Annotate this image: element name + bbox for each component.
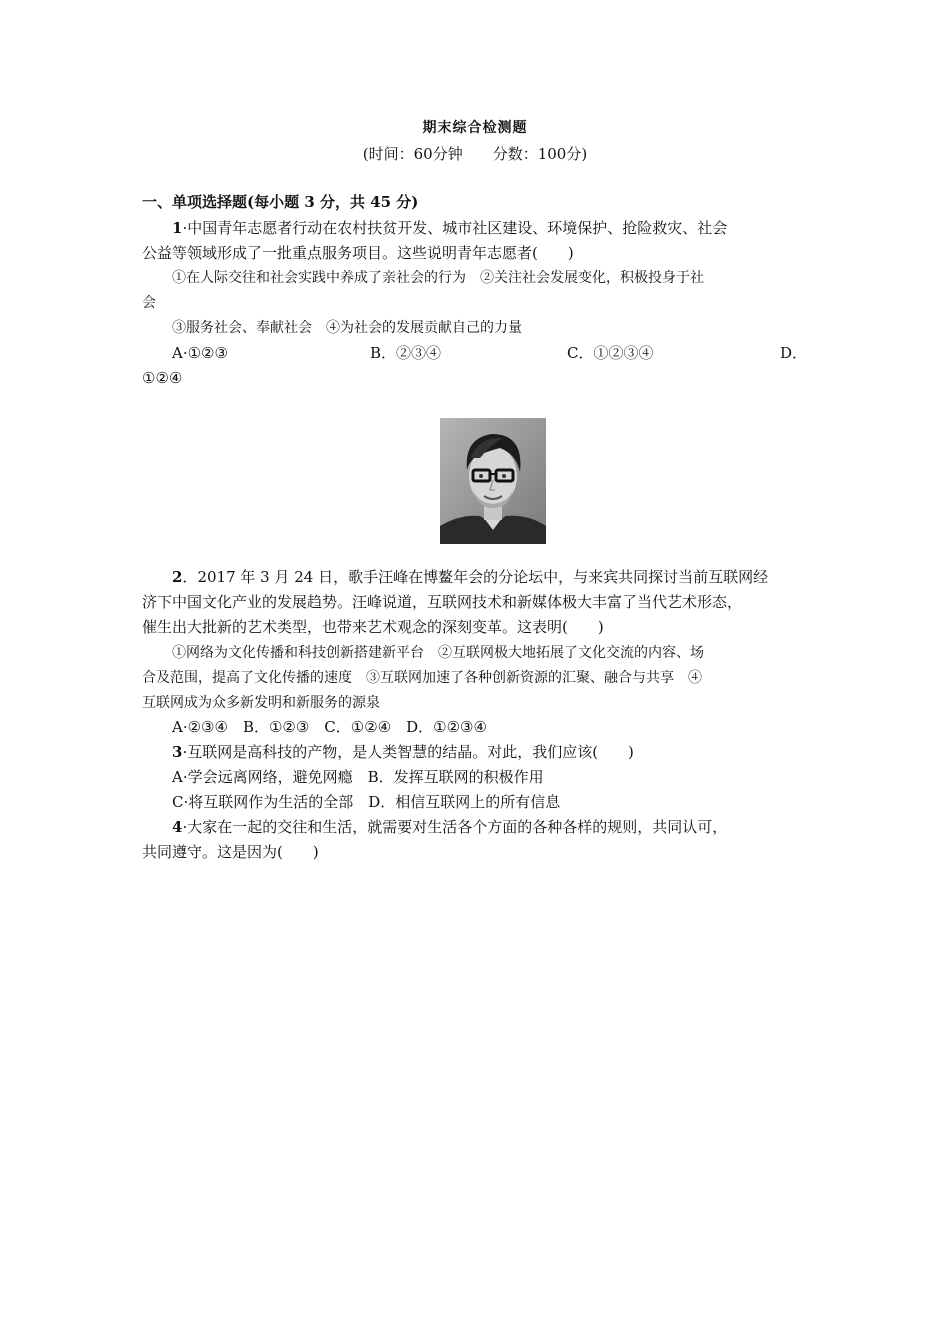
q1-item-line1: ①在人际交往和社会实践中养成了亲社会的行为 ②关注社会发展变化，积极投身于社 xyxy=(172,270,704,286)
q1-number: 1 xyxy=(172,219,183,237)
q2-stem-line1 xyxy=(172,567,768,587)
q2-item-line2: 合及范围，提高了文化传播的速度 ③互联网加速了各种创新资源的汇聚、融合与共享 ④ xyxy=(142,670,702,686)
portrait-photo xyxy=(440,418,546,544)
q2-number: 2 xyxy=(172,568,183,586)
q1-stem-line1 xyxy=(172,218,727,238)
q4-number: 4 xyxy=(172,818,183,836)
q1-stem-text: ·中国青年志愿者行动在农村扶贫开发、城市社区建设、环境保护、抢险救灾、社会 xyxy=(182,219,728,237)
q1-option-c: C．①②③④ xyxy=(567,344,654,362)
q3-number: 3 xyxy=(172,743,183,761)
q4-stem-line2: 共同遵守。这是因为( ) xyxy=(142,843,319,861)
q1-stem-line2: 公益等领域形成了一批重点服务项目。这些说明青年志愿者( ) xyxy=(142,244,574,262)
q2-stem-line2: 济下中国文化产业的发展趋势。汪峰说道，互联网技术和新媒体极大丰富了当代艺术形态， xyxy=(142,593,743,611)
q2-stem-line3: 催生出大批新的艺术类型，也带来艺术观念的深刻变革。这表明( ) xyxy=(142,618,604,636)
q4-stem-line1 xyxy=(172,817,727,837)
q3-options-line1: A·学会远离网络，避免网瘾 B．发挥互联网的积极作用 xyxy=(172,768,544,786)
q4-stem-text: ·大家在一起的交往和生活，就需要对生活各个方面的各种各样的规则，共同认可， xyxy=(182,818,728,836)
q3-stem-text: ·互联网是高科技的产物，是人类智慧的结晶。对此，我们应该( ) xyxy=(182,743,634,761)
q1-option-a: A·①②③ xyxy=(172,344,228,362)
q1-option-d-label: D． xyxy=(780,344,808,362)
q3-options-line2: C·将互联网作为生活的全部 D．相信互联网上的所有信息 xyxy=(172,793,561,811)
page-title: 期末综合检测题 xyxy=(422,120,528,136)
q1-item-line2: 会 xyxy=(142,295,156,311)
q2-item-line3: 互联网成为众多新发明和新服务的源泉 xyxy=(142,695,380,711)
q2-item-line1: ①网络为文化传播和科技创新搭建新平台 ②互联网极大地拓展了文化交流的内容、场 xyxy=(172,645,704,661)
q3-stem xyxy=(172,742,634,762)
q1-option-b: B．②③④ xyxy=(370,344,442,362)
q1-option-d-value: ①②④ xyxy=(142,369,183,387)
q2-options: A·②③④ B．①②③ C．①②④ D．①②③④ xyxy=(172,718,487,736)
section-heading: 一、单项选择题(每小题 3 分，共 45 分) xyxy=(142,193,419,211)
exam-info: (时间：60分钟 分数：100分) xyxy=(362,145,588,163)
portrait-illustration xyxy=(440,418,546,544)
q1-item-line3: ③服务社会、奉献社会 ④为社会的发展贡献自己的力量 xyxy=(172,320,522,336)
q2-stem-text: ．2017 年 3 月 24 日，歌手汪峰在博鳌年会的分论坛中，与来宾共同探讨当前互联网经 xyxy=(182,568,769,586)
